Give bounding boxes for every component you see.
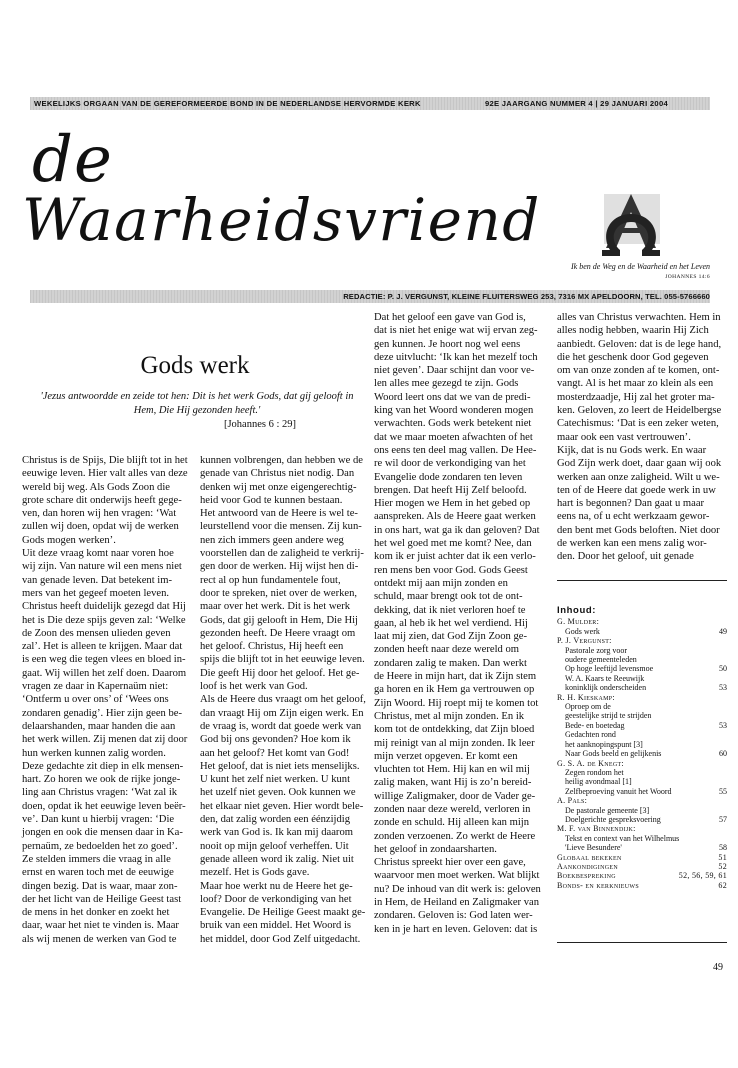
motto-reference: JOHANNES 14:6 (665, 274, 710, 280)
toc-item (557, 655, 727, 664)
toc-item (557, 683, 727, 692)
toc-item-page: 60 (719, 749, 727, 759)
article-column-4: alles van Christus verwachten. Hem in alles nodig hebben, waarin Hij Zich aanbiedt. Geloven: dat is de lege hand, die het geschenk door God gegeven om van onze zonden af te komen, ont- vangt. Al is het maar zo klein als een mosterdzaadje, Hij zal het groter ma- ken. Geloven, zo leert de Heidelbergse Catechismus: ‘Dat is een zeker weten, maar ook een vast vertrouwen’. Kijk, dat is nu Gods werk. En waar God Zijn werk doet, daar gaan wij ook werken aan onze zaligheid. Wilt u we- ten of de Heere dat goede werk in uw hart is begonnen? Dan gaat u maar eens na, of u echt werkzaam gewor- den bent met Gods beloften. Niet door de werken kan een mens zalig wor- den. Door het geloof, uit genade (557, 312, 722, 563)
toc-item-title: W. A. Kaars te Reeuwijk (565, 673, 645, 683)
toc-item (557, 740, 727, 749)
toc-author: P. J. Vergunst: (557, 636, 612, 646)
toc-item (557, 702, 727, 711)
alpha-omega-logo-icon (596, 190, 666, 260)
toc-author: R. H. Kieskamp: (557, 692, 615, 702)
toc-item-title: De pastorale gemeente [3] (565, 805, 650, 815)
article-title: Gods werk (140, 352, 250, 379)
article-column-3: Dat het geloof een gave van God is, dat is niet het enige wat wij ervan zeg- gen kunnen. Je hoort nog wel eens deze uitvlucht: ‘Ik kan het mezelf toch niet geven’. Daar schijnt dan voor ve- len alles mee gezegd te zijn. Gods Woord leert ons dat we van de predi- king van het Woord wonderen mogen verwachten. Gods werk betekent niet dat we maar moeten afwachten of het ons eens ten deel mag vallen. De Hee- re wil door de verkondiging van het Evangelie dode zondaren ten leven brengen. Dat heeft Hij Zelf beloofd. Hier mogen we Hem in het gebed op aanspreken. Als de Heere gaat werken in ons hart, wat ga ik dan geloven? Dat het wel goed met me komt? Nee, dan kom ik er juist achter dat ik een verlo- ren mens ben voor God. Gods Geest ontdekt mij aan mijn zonden en schuld, maar brengt ook tot de ont- dekking, dat ik niet verloren hoef te gaan, al heb ik het wel verdiend. Hij laat mij zien, dat God Zijn Zoon ge- zonden heeft naar deze wereld om zondaren zalig te maken. Dan werkt de Heere in mijn hart, dat ik Zijn stem ga horen en ik Hem ga vertrouwen op Zijn Woord. Hij roept mij te komen tot Christus, met al mijn zonden. En ik kom tot de ontdekking, dat Zijn bloed mij reinigt van al mijn zonden. Ik leer mijn verzet opgeven. Er komt een vluchten tot Hem. Hij kan en wil mij zalig maken, want Hij is zo’n bereid- willige Zaligmaker, door de Vader ge- zonden naar deze wereld, verloren in zonde en schuld. Hij alleen kan mijn zonden verzoenen. Zo werkt de Heere het geloof in zondaarsharten. Christus spreekt hier over een gave, waarvoor men moet werken. Wat blijkt nu? De inhoud van dit werk is: geloven in Hem, de Heiland en Zaligmaker van zondaren. Geloven is: God laten wer- ken in je hart en leven. Geloven: dat is (374, 312, 541, 935)
toc-footer-item (557, 871, 727, 880)
masthead-title-small: de (32, 123, 113, 197)
toc-item-title: Gedachten rond (565, 730, 616, 740)
toc-item (557, 768, 727, 777)
toc-footer-page: 52, 56, 59, 61 (678, 871, 727, 881)
toc-item (557, 730, 727, 739)
toc-item-title: Op hoge leeftijd levensmoe (565, 664, 654, 674)
toc-item-title: koninklijk onderscheiden (565, 683, 647, 693)
toc-author: M. F. van Binnendijk: (557, 824, 636, 834)
quote-text: 'Jezus antwoordde en zeide tot hen: Dit is het werk Gods, dat gij gelooft in Hem, Die Hij gezonden heeft.' (40, 391, 354, 416)
toc-item (557, 806, 727, 815)
tagline: WEKELIJKS ORGAAN VAN DE GEREFORMEERDE BOND IN DE NEDERLANDSE HERVORMDE KERK (34, 99, 421, 108)
masthead-title: Waarheidsvriend (22, 186, 541, 254)
toc-item-page: 53 (719, 720, 727, 730)
issue-info: 92E JAARGANG NUMMER 4 | 29 JANUARI 2004 (484, 99, 668, 108)
toc-item-title: 'Lieve Besundere' (565, 843, 622, 853)
toc-item (557, 664, 727, 673)
toc-item-title: Zelfbeproeving vanuit het Woord (565, 786, 672, 796)
toc-item-title: heilig avondmaal [1] (565, 777, 632, 787)
page-number: 49 (713, 962, 723, 973)
toc-item (557, 787, 727, 796)
toc-item-title: Zegen rondom het (565, 767, 624, 777)
quote-reference: [Johannes 6 : 29] (223, 419, 296, 430)
article-column-2: kunnen volbrengen, dan hebben we de genade van Christus niet nodig. Dan denken wij met onze eigengerechtig- heid voor God te kunnen bestaan. Het antwoord van de Heere is wel te- leurstellend voor die mensen. Zij kun- nen zich immers geen andere weg voorstellen dan de zaligheid te verkrij- gen door de werken. Hij wijst hen di- rect al op hun fundamentele fout, door te spreken, niet over de werken, maar over het werk. Dit is het werk Gods, dat gij gelooft in Hem, Die Hij gezonden heeft. De Heere vraagt om het geloof. Christus, Hij heeft een spijs die blijft tot in het eeuwige leven. Die geeft Hij door het geloof. Het ge- loof is het werk van God. Als de Heere dus vraagt om het geloof, dan vraagt Hij om Zijn eigen werk. En de vraag is, wordt dat goede werk van God bij ons gevonden? Hoe kom ik aan het geloof? Het komt van God! Het geloof, dat is niet iets menselijks. U kunt het zelf niet werken. U kunt het uzelf niet geven. Ook kunnen we het elkaar niet geven. Hier wordt belе- den, dat zalig worden een éénzijdig werk van God is. Ik kan mij daarom nooit op mijn geloof verheffen. Uit genade alleen word ik zalig. Niet uit mezelf. Het is Gods gave. Maar hoe werkt nu de Heere het ge- loof? Door de verkondiging van het Evangelie. De Heilige Geest maakt ge- bruik van een middel. Het Woord is het middel, door God Zelf uitgedacht. (200, 455, 366, 945)
toc-item-title: Gods werk (565, 626, 600, 636)
toc-item (557, 721, 727, 730)
toc-author: G. S. A. de Knegt: (557, 758, 624, 768)
toc-item (557, 646, 727, 655)
toc-item (557, 711, 727, 720)
toc-footer-page: 52 (718, 861, 727, 871)
toc-item-title: Oproep om de (565, 702, 611, 712)
toc-item-page: 53 (719, 683, 727, 693)
toc-item (557, 777, 727, 786)
article-column-1: Christus is de Spijs, Die blijft tot in het eeuwige leven. Hier valt alles van deze wereld bij weg. Als Gods Zoon die grote schare dit onderwijs heeft gege- ven, dan horen wij hen vragen: ‘Wat zullen wij doen, opdat wij de werken Gods mogen werken’. Uit deze vraag komt naar voren hoe wij zijn. Van nature wil een mens niet van genade leven. Dat betekent im- mers van het gegeef moeten leven. Christus heeft duidelijk gezegd dat Hij het is Die deze spijs geven zal: ‘Welke de Zoon des mensen ulieden geven zal’. Het is alleen te krijgen. Maar dat is een weg die tegen vlees en bloed in- gaat. Wij willen het zelf doen. Daarom vragen ze daar in Kapernaüm niet: ‘Ontferm u over ons’ of ‘Wees ons zondaren genadig’. Hier zijn geen be- delaarshanden, maar handen die aan het werk willen. Zij menen dat zij door hun werken kunnen zalig worden. Deze gedachte zit diep in elk mensen- hart. Zo horen we ook de rijke jonge- ling aan Christus vragen: ‘Wat zal ik doen, opdat ik het eeuwige leven beër- ve’. Dan kunt u hierbij vragen: ‘Die jongen en ook die mensen daar in Ka- pernaüm, ze bedoelden het zo goed’. Ze stelden immers die vraag in alle ernst en waren toch met de eeuwige dingen bezig. Dat is waar, maar zon- der het licht van de Heilige Geest tast de mens in het donker en zoekt het daar, waar het niet te vinden is. Maar als wij menen de werken van God te (22, 455, 188, 945)
toc-footer-title: Aankondigingen (557, 861, 618, 871)
toc-item (557, 674, 727, 683)
toc-item-title: Pastorale zorg voor (565, 645, 628, 655)
toc-item-page: 57 (719, 814, 727, 824)
toc-item-title: het aanknopingspunt [3] (565, 739, 643, 749)
toc-footer-item (557, 881, 727, 890)
toc-item (557, 815, 727, 824)
toc-footer-item (557, 862, 727, 871)
toc-footer-title: Bonds- en kerknieuws (557, 880, 639, 890)
toc-footer-title: Boekbespreking (557, 871, 616, 881)
toc-item-page: 50 (719, 664, 727, 674)
toc-footer-title: Globaal bekeken (557, 852, 622, 862)
toc-author: G. Mulder: (557, 617, 600, 627)
toc-item-page: 49 (719, 626, 727, 636)
article-quote (34, 390, 360, 432)
table-of-contents (557, 606, 727, 890)
toc-item-page: 55 (719, 786, 727, 796)
toc-item-title: Doelgerichte gespreksvoering (565, 814, 661, 824)
toc-item-title: Tekst en context van het Wilhelmus (565, 833, 680, 843)
toc-author: A. Pals: (557, 796, 588, 806)
toc-bottom-rule (557, 942, 727, 943)
toc-item (557, 843, 727, 852)
toc-item (557, 834, 727, 843)
toc-heading: Inhoud: (557, 605, 597, 616)
toc-item (557, 627, 727, 636)
toc-footer-item (557, 853, 727, 862)
toc-item-title: Naar Gods beeld en gelijkenis (565, 749, 662, 759)
toc-footer-page: 62 (718, 880, 727, 890)
toc-footer-page: 51 (718, 852, 727, 862)
redactie-address: REDACTIE: P. J. VERGUNST, KLEINE FLUITERSWEG 253, 7316 MX APELDOORN, TEL. 055-5766660 (343, 292, 710, 301)
motto (571, 262, 710, 282)
toc-item-page: 58 (719, 843, 727, 853)
toc-top-rule (557, 580, 727, 581)
toc-item-title: geestelijke strijd te strijden (565, 711, 652, 721)
toc-item-title: oudere gemeenteleden (565, 655, 637, 665)
toc-item-title: Bede- en boetedag (565, 720, 625, 730)
toc-item (557, 749, 727, 758)
motto-text: Ik ben de Weg en de Waarheid en het Leven (571, 262, 710, 271)
